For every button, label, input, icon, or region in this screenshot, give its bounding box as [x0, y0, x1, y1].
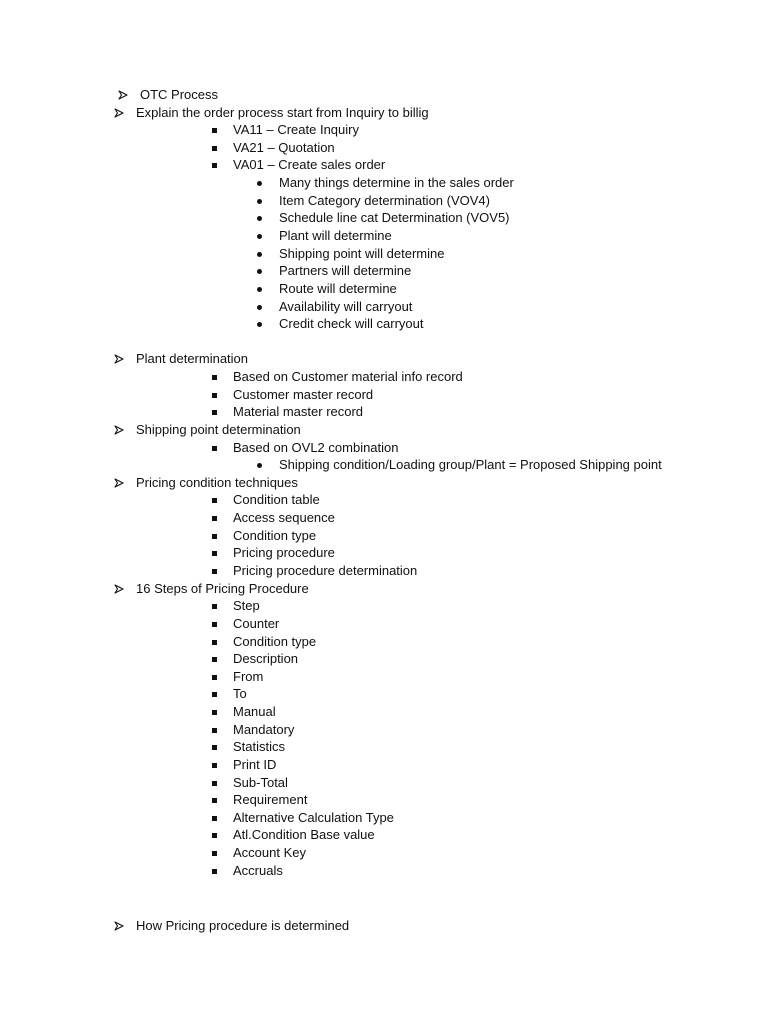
square-bullet-icon — [211, 527, 221, 545]
square-bullet-icon — [211, 756, 221, 774]
arrow-bullet-icon — [114, 474, 126, 492]
list-item-text: Pricing condition techniques — [136, 475, 298, 490]
list-item-text: Schedule line cat Determination (VOV5) — [279, 210, 510, 225]
list-item-text: Credit check will carryout — [279, 316, 424, 331]
square-bullet-icon — [211, 721, 221, 739]
square-bullet-icon — [211, 685, 221, 703]
arrow-bullet-icon — [114, 917, 126, 935]
round-bullet-icon — [257, 456, 267, 474]
list-item-text: Based on Customer material info record — [233, 369, 463, 384]
list-item-text: Plant will determine — [279, 228, 392, 243]
list-item-text: Item Category determination (VOV4) — [279, 193, 490, 208]
square-bullet-icon — [211, 597, 221, 615]
list-item-text: VA01 – Create sales order — [233, 157, 386, 172]
square-bullet-icon — [211, 862, 221, 880]
list-item-text: Mandatory — [233, 722, 295, 737]
list-item-text: Material master record — [233, 404, 364, 419]
list-item-text: Alternative Calculation Type — [233, 810, 394, 825]
square-bullet-icon — [211, 368, 221, 386]
square-bullet-icon — [211, 703, 221, 721]
arrow-bullet-icon — [114, 104, 126, 122]
list-item-text: Statistics — [233, 739, 286, 754]
square-bullet-icon — [211, 156, 221, 174]
list-item-text: Customer master record — [233, 387, 374, 402]
square-bullet-icon — [211, 633, 221, 651]
arrow-bullet-icon — [114, 580, 126, 598]
list-item-text: Pricing procedure determination — [233, 563, 418, 578]
square-bullet-icon — [211, 403, 221, 421]
square-bullet-icon — [211, 774, 221, 792]
square-bullet-icon — [211, 439, 221, 457]
list-item-text: Based on OVL2 combination — [233, 440, 399, 455]
list-item-text: From — [233, 669, 264, 684]
list-item-text: Counter — [233, 616, 280, 631]
list-item-text: Shipping point determination — [136, 422, 301, 437]
square-bullet-icon — [211, 615, 221, 633]
square-bullet-icon — [211, 562, 221, 580]
arrow-bullet-icon — [118, 86, 130, 104]
list-item-text: Condition type — [233, 634, 317, 649]
list-item-text: Access sequence — [233, 510, 335, 525]
list-item-text: Condition type — [233, 528, 317, 543]
list-item-text: How Pricing procedure is determined — [136, 918, 350, 933]
round-bullet-icon — [257, 192, 267, 210]
list-item-text: Manual — [233, 704, 276, 719]
round-bullet-icon — [257, 262, 267, 280]
list-item-text: Pricing procedure — [233, 545, 335, 560]
round-bullet-icon — [257, 174, 267, 192]
square-bullet-icon — [211, 386, 221, 404]
list-item-text: Route will determine — [279, 281, 397, 296]
list-item-text: VA11 – Create Inquiry — [233, 122, 359, 137]
square-bullet-icon — [211, 650, 221, 668]
square-bullet-icon — [211, 738, 221, 756]
square-bullet-icon — [211, 809, 221, 827]
arrow-bullet-icon — [114, 421, 126, 439]
list-item-text: Description — [233, 651, 299, 666]
list-item-text: Partners will determine — [279, 263, 412, 278]
square-bullet-icon — [211, 509, 221, 527]
list-item-text: Plant determination — [136, 351, 249, 366]
list-item-text: To — [233, 686, 247, 701]
round-bullet-icon — [257, 298, 267, 316]
list-item-text: Availability will carryout — [279, 299, 413, 314]
list-item-text: VA21 – Quotation — [233, 140, 335, 155]
square-bullet-icon — [211, 139, 221, 157]
round-bullet-icon — [257, 280, 267, 298]
square-bullet-icon — [211, 844, 221, 862]
list-item-text: Accruals — [233, 863, 283, 878]
list-item-text: Step — [233, 598, 260, 613]
round-bullet-icon — [257, 245, 267, 263]
list-item-text: Shipping point will determine — [279, 246, 445, 261]
square-bullet-icon — [211, 491, 221, 509]
square-bullet-icon — [211, 668, 221, 686]
list-item-text: Condition table — [233, 492, 320, 507]
round-bullet-icon — [257, 227, 267, 245]
list-item-text: Shipping condition/Loading group/Plant = Proposed Shipping point — [279, 457, 662, 472]
square-bullet-icon — [211, 791, 221, 809]
square-bullet-icon — [211, 121, 221, 139]
square-bullet-icon — [211, 826, 221, 844]
round-bullet-icon — [257, 315, 267, 333]
round-bullet-icon — [257, 209, 267, 227]
list-item-text: Print ID — [233, 757, 277, 772]
list-item-text: OTC Process — [140, 87, 219, 102]
square-bullet-icon — [211, 544, 221, 562]
list-item-text: 16 Steps of Pricing Procedure — [136, 581, 309, 596]
list-item-text: Requirement — [233, 792, 308, 807]
list-item-text: Atl.Condition Base value — [233, 827, 375, 842]
list-item-text: Explain the order process start from Inquiry to billig — [136, 105, 429, 120]
list-item-text: Many things determine in the sales order — [279, 175, 514, 190]
arrow-bullet-icon — [114, 350, 126, 368]
list-item-text: Sub-Total — [233, 775, 288, 790]
list-item-text: Account Key — [233, 845, 306, 860]
